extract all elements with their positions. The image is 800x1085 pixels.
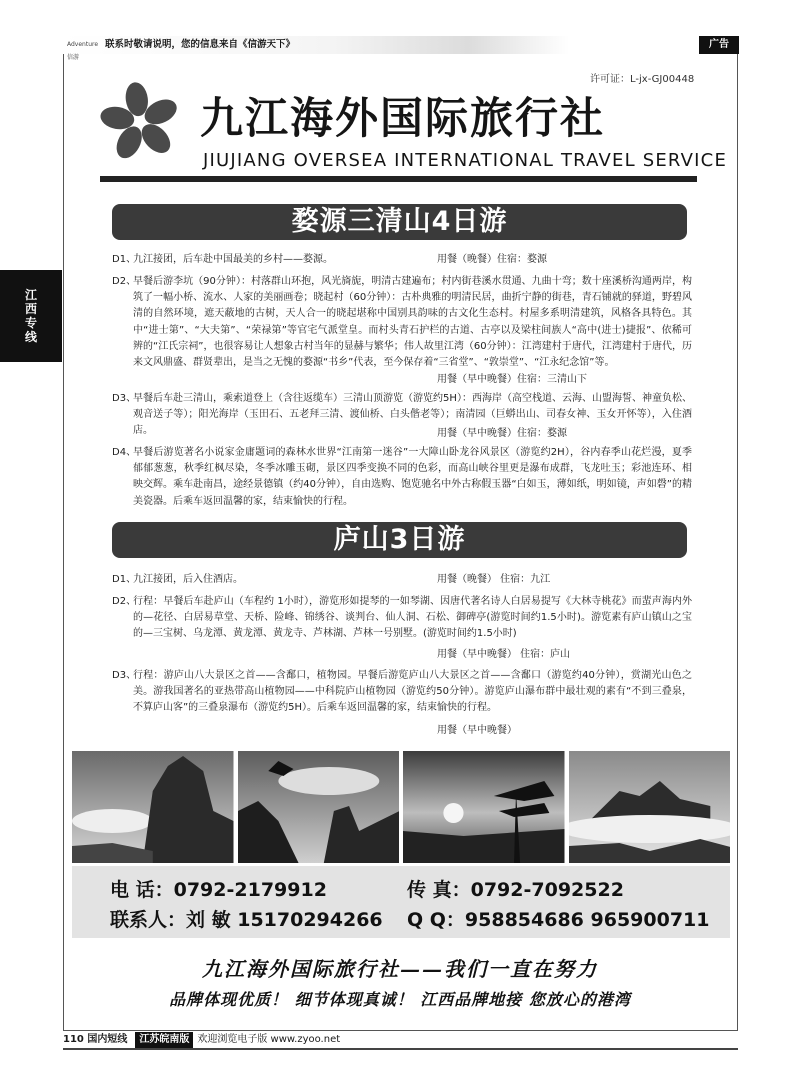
day-label: D1、 [112, 254, 137, 265]
day-label: D2、 [112, 276, 137, 287]
tour1-day1 [112, 252, 692, 268]
tour1-day3-meal: 用餐（早中晚餐）住宿：婺源 [437, 428, 567, 439]
mountain-cliff-photo [72, 751, 234, 863]
day-text: 九江接团，后入住酒店。 [133, 574, 243, 585]
top-notice-bar [63, 36, 738, 61]
phone-number: 电 话：0792-2179912 [110, 879, 327, 901]
side-section-tab [0, 270, 62, 362]
day-label: D2、 [112, 596, 137, 607]
page-footer [63, 1032, 340, 1048]
brand-slogan: 品牌体现优质！ 细节体现真诚！ 江西品牌地接 您放心的港湾 [169, 990, 631, 1009]
cloud-sea-photo [569, 751, 731, 863]
day-text: 早餐后游李坑（90分钟）：村落群山环抱，风光旖旎，明清古建遍布；村内街巷溪水贯通、九曲十弯；数十座溪桥沟通两岸，构筑了一幅小桥、流水、人家的美丽画卷；晓起村（60分钟）：古朴典雅的明清民居，曲折宁静的街巷，青石铺就的驿道，野碧风清的自然环境，遮天蔽地的古树，天人合一的晓起堪称中国别具韵味的古文化生态村。村屋多系明清建筑，风格各具特色。其中“进士第”、“大夫第”、“荣禄第”等官宅气派堂皇。而村头青石护栏的古道、古亭以及梁柱间族人“高中(进士)捷报”、依稀可辨的“江氏宗祠”，也很容易让人想象古村当年的显赫与繁华；伟人故里江湾（60分钟）：江湾建村于唐代，江湾建村于唐代，历来文风鼎盛、群贤辈出，是当之无愧的婺源“书乡”代表，至今保存着“三省堂”、“敦崇堂”、“江永纪念馆”等。 [133, 276, 692, 369]
company-pinwheel-logo-icon [100, 82, 180, 162]
tour1-day3 [112, 391, 692, 440]
tour1-title-banner: 婺源三清山4日游 [112, 204, 687, 240]
day-text: 九江接团，后车赴中国最美的乡村——婺源。 [133, 254, 333, 265]
publisher-mini-logo: Adventure 信游 [67, 41, 99, 61]
pine-rock-photo [238, 751, 400, 863]
company-name-english: JIUJIANG OVERSEA INTERNATIONAL TRAVEL SERVICE [203, 150, 728, 171]
day-text: 行程：游庐山八大景区之首——含鄱口，植物园。早餐后游览庐山八大景区之首——含鄱口（游览约40分钟），赏湖光山色之美。游我国著名的亚热带高山植物园——中科院庐山植物园（游览约50分钟）。游览庐山瀑布群中最壮观的素有“不到三叠泉，不算庐山客”的三叠泉瀑布（游览约5H）。后乘车返回温馨的家，结束愉快的行程。 [133, 670, 692, 714]
tour2-day3-meal: 用餐（早中晚餐） [437, 725, 517, 736]
company-name: 九江海外国际旅行社 [200, 94, 605, 144]
header-divider [100, 176, 697, 182]
tour2-day1-meal: 用餐（晚餐） 住宿：九江 [437, 574, 551, 585]
day-text: 早餐后游览著名小说家金庸题词的森林水世界“江南第一迷谷”一大障山卧龙谷风景区（游览约2H），谷内春季山花烂漫，夏季郁郁葱葱，秋季红枫尽染，冬季冰雕玉砌，景区四季变换不同的色彩，而高山峡谷里更是瀑布成群，飞龙吐玉；彩池连环、相映交辉。乘车赴南昌，途经景德镇（约40分钟），自由选购、饱览驰名中外古称假玉器“白如玉，薄如纸，明如镜，声如磬”的精美瓷器。后乘车返回温馨的家，结束愉快的行程。 [133, 447, 692, 507]
fax-number: 传 真：0792-7092522 [407, 879, 624, 901]
day-label: D4、 [112, 447, 137, 458]
notice-text: 联系时敬请说明，您的信息来自《信游天下》 [105, 39, 296, 50]
tour1-day4 [112, 445, 692, 510]
day-label: D3、 [112, 393, 137, 404]
company-slogan: 九江海外国际旅行社——我们一直在努力 [202, 957, 598, 981]
tour1-day1-meal: 用餐（晚餐）住宿：婺源 [437, 254, 547, 265]
tour2-day3 [112, 668, 692, 717]
day-label: D1、 [112, 574, 137, 585]
tour2-day1 [112, 572, 692, 588]
day-text: 行程：早餐后车赴庐山（车程约 1小时），游览形如提琴的一如琴湖、因唐代著名诗人白居易提写《大林寺桃花》而蜚声海内外的—花径、白居易草堂、天桥、险峰、锦绣谷、谈判台、仙人洞、石松、御碑亭(游览时间约1.5小时)。游览素有庐山镇山之宝的—三宝树、乌龙潭、黄龙潭、黄龙寺、芦林湖、芦林一号别墅。(游览时间约1.5小时) [133, 596, 692, 640]
side-tab-label: 江西专线 [24, 288, 37, 344]
tour1-day2 [112, 274, 692, 371]
footer-divider [63, 1048, 738, 1050]
contact-person: 联系人：刘 敏 15170294266 [110, 909, 383, 931]
qq-numbers: Q Q：958854686 965900711 [407, 909, 710, 931]
tour1-day2-meal: 用餐（早中晚餐）住宿：三清山下 [437, 374, 587, 385]
sunrise-pine-photo [403, 751, 565, 863]
edition-tag: 江苏皖南版 [135, 1032, 193, 1048]
page-number-section: 110 国内短线 [63, 1034, 128, 1045]
contact-box [72, 866, 730, 938]
tour2-title-banner: 庐山3日游 [112, 522, 687, 558]
day-label: D3、 [112, 670, 137, 681]
ad-tag: 广告 [699, 36, 739, 54]
website-link[interactable]: 欢迎浏览电子版 www.zyoo.net [197, 1034, 341, 1045]
license-number: 许可证：L-jx-GJ00448 [590, 74, 695, 85]
tour2-day2 [112, 594, 692, 643]
scenery-photo-strip [72, 751, 730, 863]
day-text: 早餐后车赴三清山，乘索道登上（含往返缆车）三清山顶游览（游览约5H）：西海岸（高空栈道、云海、山盟海誓、神童负松、观音送子等）；阳光海岸（玉田石、五老拜三清、渡仙桥、白头偕老等）；南清园（巨蟒出山、司春女神、玉女开怀等），入住酒店。 [133, 393, 692, 437]
tour2-day2-meal: 用餐（早中晚餐） 住宿：庐山 [437, 649, 571, 660]
